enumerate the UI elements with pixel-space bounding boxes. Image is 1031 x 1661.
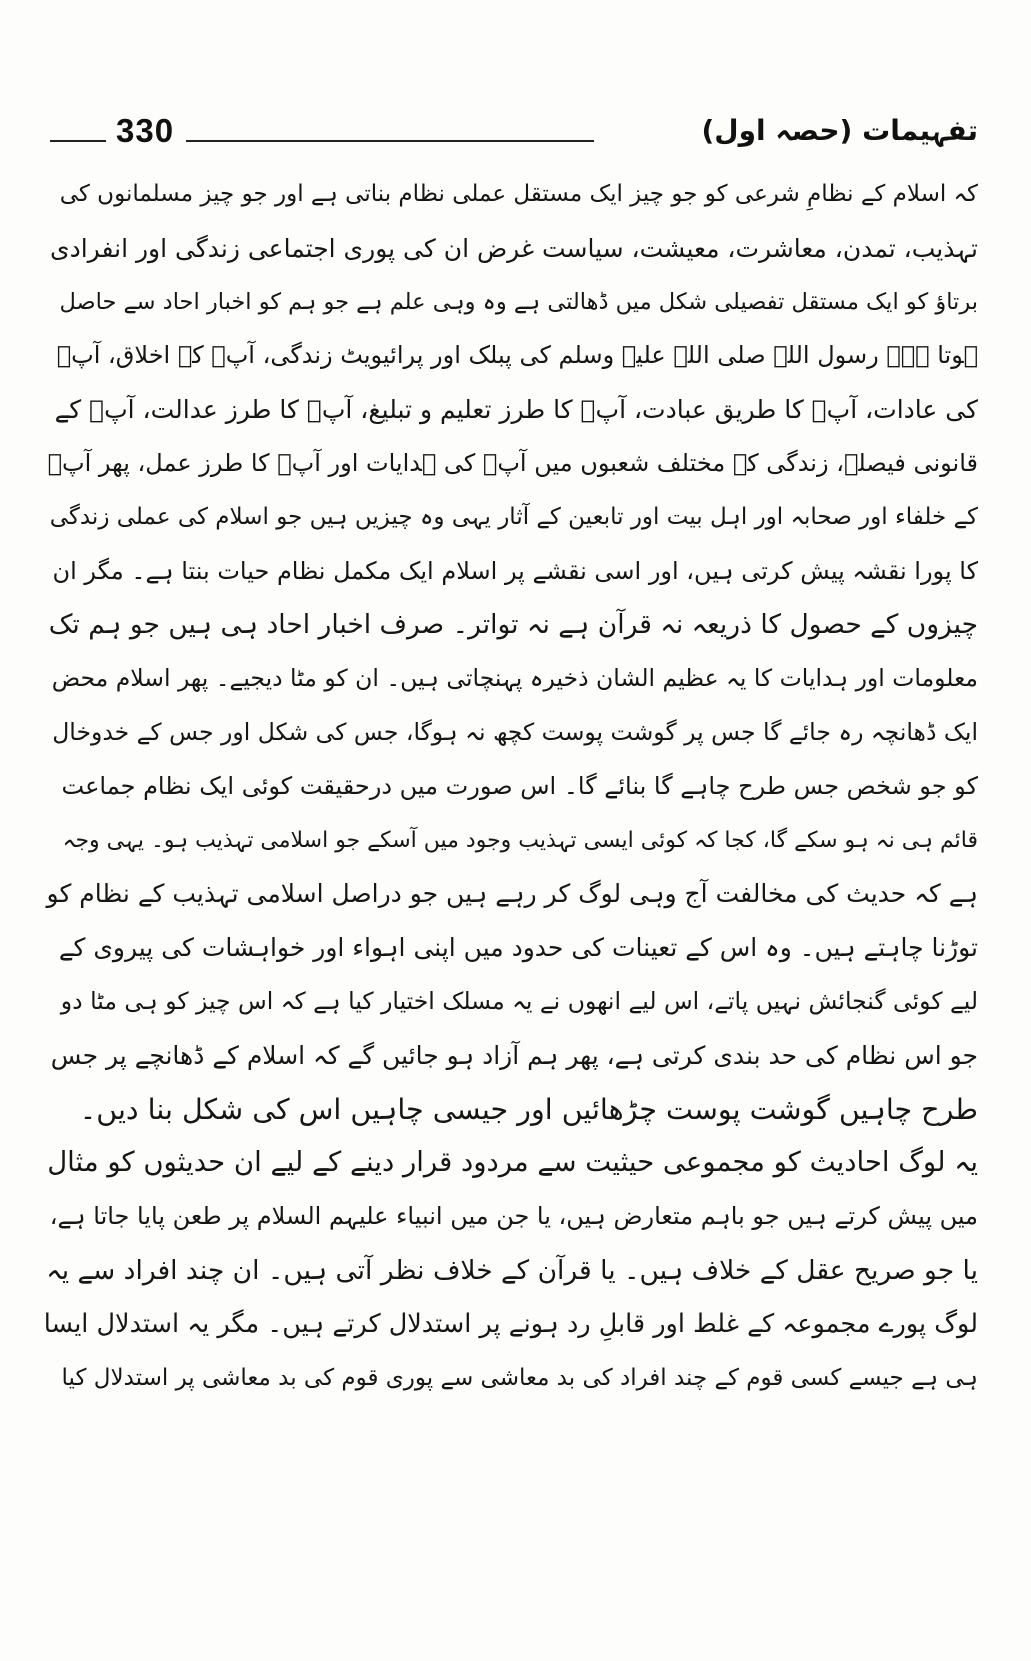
- header-rule-middle: [186, 140, 594, 142]
- text-line: لیے کوئی گنجائش نہیں پاتے، اس لیے انھوں نے یہ مسلک اختیار کیا ہے کہ اس چیز کو ہی مٹا دو: [60, 986, 978, 1015]
- text-line: لوگ پورے مجموعہ کے غلط اور قابلِ رد ہونے پر استدلال کرتے ہیں۔ مگر یہ استدلال ایسا: [44, 1308, 978, 1339]
- text-line: میں پیش کرتے ہیں جو باہم متعارض ہیں، یا جن میں انبیاء علیہم السلام پر طعن پایا جاتا ہے،: [49, 1202, 978, 1231]
- header-rule-left: [50, 140, 106, 142]
- book-title: تفہیمات (حصہ اول): [701, 114, 978, 147]
- text-line: کا پورا نقشہ پیش کرتی ہیں، اور اسی نقشے پر اسلام ایک مکمل نظام حیات بنتا ہے۔ مگر ان: [52, 556, 978, 585]
- text-line: معلومات اور ہدایات کا یہ عظیم الشان ذخیرہ پہنچاتی ہیں۔ ان کو مٹا دیجیے۔ پھر اسلام محض: [51, 664, 978, 693]
- text-line: ایک ڈھانچہ رہ جائے گا جس پر گوشت پوست کچھ نہ ہوگا، جس کی شکل اور جس کے خدوخال: [52, 717, 978, 746]
- text-line: کہ اسلام کے نظامِ شرعی کو جو چیز ایک مستقل عملی نظام بناتی ہے اور جو چیز مسلمانوں کی: [59, 181, 978, 207]
- text-line: قانونی فیصلے، زندگی کے مختلف شعبوں میں آپؐ کی ہدایات اور آپؐ کا طرز عمل، پھر آپؐ: [47, 448, 978, 477]
- text-line: یہ لوگ احادیث کو مجموعی حیثیت سے مردود قرار دینے کے لیے ان حدیثوں کو مثال: [47, 1146, 978, 1179]
- body-text: [44, 168, 978, 1608]
- text-line: طرح چاہیں گوشت پوست چڑھائیں اور جیسی چاہیں اس کی شکل بنا دیں۔: [79, 1092, 978, 1126]
- text-line: ہوتا ہے۔ رسول اللہ صلی اللہ علیہ وسلم کی پبلک اور پرائیویٹ زندگی، آپؐ کے اخلاق، آپؐ: [56, 341, 978, 370]
- text-line: چیزوں کے حصول کا ذریعہ نہ قرآن ہے نہ تواتر۔ صرف اخبار احاد ہی ہیں جو ہم تک: [48, 609, 978, 641]
- text-line: یا جو صریح عقل کے خلاف ہیں۔ یا قرآن کے خلاف نظر آتی ہیں۔ ان چند افراد سے یہ: [46, 1254, 978, 1286]
- page-number: 330: [116, 112, 175, 149]
- text-line: تہذیب، تمدن، معاشرت، معیشت، سیاست غرض ان کی پوری اجتماعی زندگی اور انفرادی: [50, 233, 978, 263]
- text-line: ہی ہے جیسے کسی قوم کے چند افراد کی بد معاشی سے پوری قوم کی بد معاشی پر استدلال کیا: [61, 1364, 978, 1391]
- text-line: کی عادات، آپؐ کا طریق عبادت، آپؐ کا طرز تعلیم و تبلیغ، آپؐ کا طرز عدالت، آپؐ کے: [54, 395, 978, 425]
- text-line: جو اس نظام کی حد بندی کرتی ہے، پھر ہم آزاد ہو جائیں گے کہ اسلام کے ڈھانچے پر جس: [50, 1040, 978, 1070]
- text-line: کو جو شخص جس طرح چاہے گا بنائے گا۔ اس صورت میں درحقیقت کوئی ایک نظام جماعت: [61, 771, 978, 800]
- text-line: توڑنا چاہتے ہیں۔ وہ اس کے تعینات کی حدود میں اپنی اہواء اور خواہشات کی پیروی کے: [58, 933, 978, 963]
- text-line: قائم ہی نہ ہو سکے گا، کجا کہ کوئی ایسی تہذیب وجود میں آسکے جو اسلامی تہذیب ہو۔ یہی وجہ: [62, 827, 978, 853]
- page-header: [36, 112, 986, 164]
- text-line: برتاؤ کو ایک مستقل تفصیلی شکل میں ڈھالتی ہے وہ وہی علم ہے جو ہم کو اخبار احاد سے حاصل: [59, 288, 978, 315]
- text-line: کے خلفاء اور صحابہ اور اہل بیت اور تابعین کے آثار یہی وہ چیزیں ہیں جو اسلام کی عملی زندگی: [49, 503, 978, 530]
- text-line: ہے کہ حدیث کی مخالفت آج وہی لوگ کر رہے ہیں جو دراصل اسلامی تہذیب کے نظام کو: [46, 879, 978, 909]
